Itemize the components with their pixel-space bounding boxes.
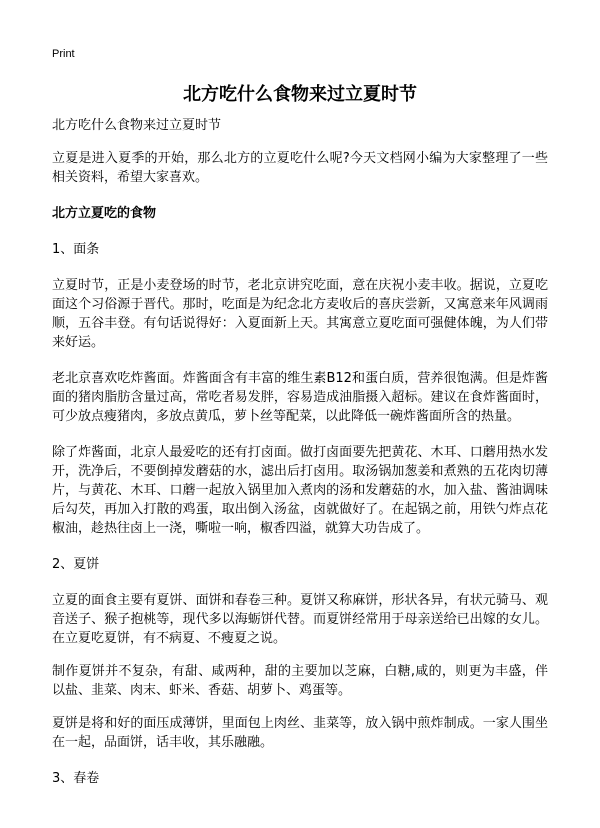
noodles-paragraph-3: 除了炸酱面，北京人最爱吃的还有打卤面。做打卤面要先把黄花、木耳、口蘑用热水发开，洗净后，不要倒掉发蘑菇的水，滤出后打卤用。取汤锅加葱姜和煮熟的五花肉切薄片，与黄花、木耳、口蘑一起放入锅里加入煮肉的汤和发蘑菇的水，加入盐、酱油调味后勾芡，再加入打散的鸡蛋，取出倒入汤盆，卤就做好了。在起锅之前，用铁勺炸点花椒油，趁热往卤上一浇，嘶啦一响，椒香四溢，就算大功告成了。: [52, 445, 548, 536]
print-link[interactable]: Print: [52, 48, 75, 60]
item-heading-xiabing: 2、夏饼: [52, 557, 100, 572]
xiabing-paragraph-2: 制作夏饼并不复杂，有甜、咸两种，甜的主要加以芝麻，白糖,咸的，则更为丰盛，伴以盐、韭菜、肉末、虾米、香菇、胡萝卜、鸡蛋等。: [52, 664, 548, 698]
intro-paragraph: 立夏是进入夏季的开始，那么北方的立夏吃什么呢?今天文档网小编为大家整理了一些相关资料，希望大家喜欢。: [52, 151, 548, 185]
document-body: [52, 116, 548, 788]
item-heading-noodles: 1、面条: [52, 242, 100, 257]
noodles-paragraph-2: 老北京喜欢吃炸酱面。炸酱面含有丰富的维生素B12和蛋白质，营养很饱满。但是炸酱面的猪肉脂肪含量过高，常吃者易发胖，容易造成油脂摄入超标。建议在食炸酱面时，可少放点瘦猪肉，多放点黄瓜，萝卜丝等配菜，以此降低一碗炸酱面所含的热量。: [52, 371, 548, 424]
document-title: 北方吃什么食物来过立夏时节: [183, 84, 417, 105]
noodles-paragraph-1: 立夏时节，正是小麦登场的时节，老北京讲究吃面，意在庆祝小麦丰收。据说，立夏吃面这个习俗源于晋代。那时，吃面是为纪念北方麦收后的喜庆尝新，又寓意来年风调雨顺，五谷丰登。有句话说得好：入夏面新上天。其寓意立夏吃面可强健体魄，为人们带来好运。: [52, 278, 548, 350]
item-heading-spring-roll: 3、春卷: [52, 771, 100, 786]
subtitle: 北方吃什么食物来过立夏时节: [52, 118, 222, 133]
xiabing-paragraph-1: 立夏的面食主要有夏饼、面饼和春卷三种。夏饼又称麻饼，形状各异，有状元骑马、观音送子、猴子抱桃等，现代多以海蛎饼代替。而夏饼经常用于母亲送给已出嫁的女儿。在立夏吃夏饼，有不病夏、不瘦夏之说。: [52, 593, 548, 646]
section-heading: 北方立夏吃的食物: [52, 206, 157, 221]
xiabing-paragraph-3: 夏饼是将和好的面压成薄饼，里面包上肉丝、韭菜等，放入锅中煎炸制成。一家人围坐在一起，品面饼，话丰收，其乐融融。: [52, 716, 548, 750]
